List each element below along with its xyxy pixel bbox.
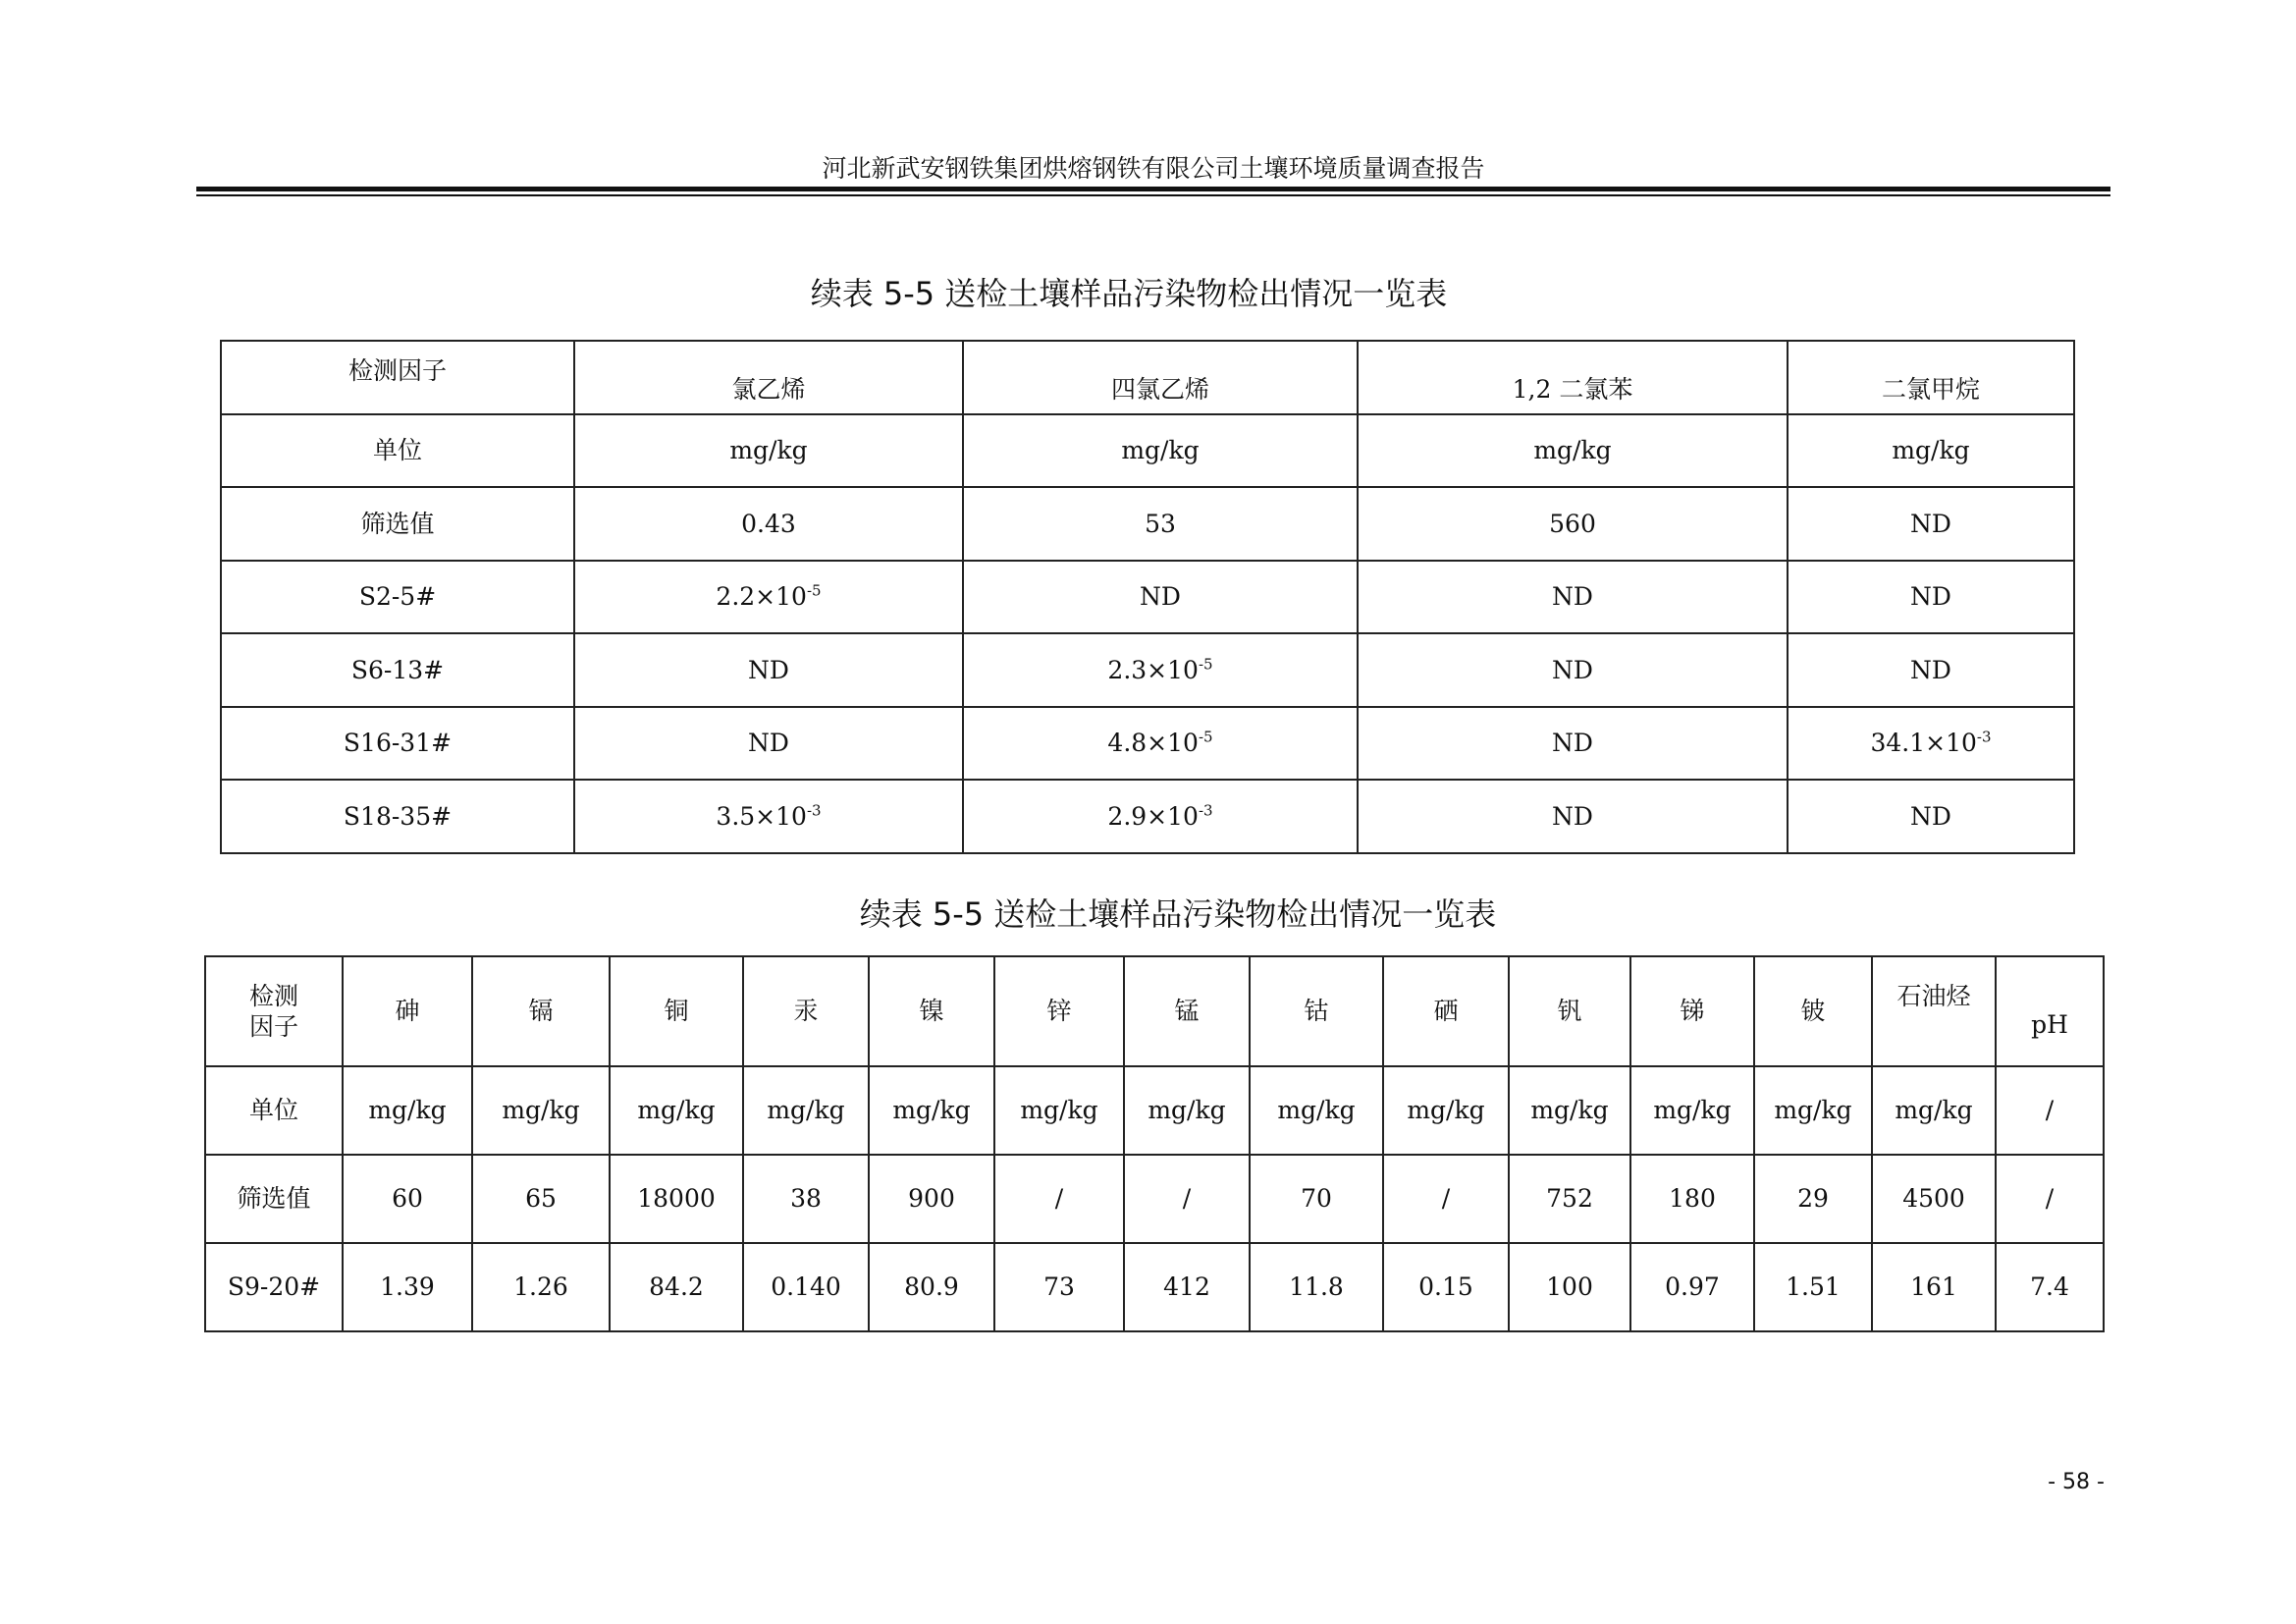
row-label: S2-5# — [221, 561, 574, 634]
table-cell: 7.4 — [1996, 1243, 2104, 1331]
table1-col-header: 1,2 二氯苯 — [1358, 341, 1788, 414]
table2-col-header: 石油烃 — [1872, 956, 1996, 1066]
table1-header-label: 检测因子 — [221, 341, 574, 414]
table-cell: 1.51 — [1754, 1243, 1872, 1331]
table-cell — [574, 780, 963, 853]
table-cell: / — [994, 1155, 1124, 1243]
table2-col-header: 硒 — [1383, 956, 1509, 1066]
header-rule-thick — [196, 187, 2110, 191]
table-cell: 0.140 — [743, 1243, 869, 1331]
table2-col-header: 砷 — [343, 956, 472, 1066]
table1-col-header: 氯乙烯 — [574, 341, 963, 414]
cell-exponent: -5 — [806, 581, 822, 600]
cell-exponent: -3 — [1198, 801, 1213, 820]
table-cell: mg/kg — [574, 414, 963, 488]
table-cell: 560 — [1358, 487, 1788, 561]
table-cell: 161 — [1872, 1243, 1996, 1331]
table-cell: ND — [1358, 633, 1788, 707]
table-cell: mg/kg — [1358, 414, 1788, 488]
table-cell: 73 — [994, 1243, 1124, 1331]
table-cell: ND — [1788, 487, 2074, 561]
table-cell: 80.9 — [869, 1243, 994, 1331]
table-cell: mg/kg — [963, 414, 1358, 488]
table-cell: ND — [1788, 633, 2074, 707]
table2-col-header: 锑 — [1630, 956, 1754, 1066]
table-cell: 0.15 — [1383, 1243, 1509, 1331]
table2-col-header: 镍 — [869, 956, 994, 1066]
table2-col-header: 铍 — [1754, 956, 1872, 1066]
table-cell: 70 — [1250, 1155, 1383, 1243]
table-cell: mg/kg — [1872, 1066, 1996, 1155]
table-cell: mg/kg — [472, 1066, 610, 1155]
table2-header-label-line1: 检测 — [248, 981, 298, 1010]
cell-exponent: -5 — [1198, 728, 1213, 746]
pollutant-table-metals — [204, 955, 2105, 1332]
table-cell: mg/kg — [743, 1066, 869, 1155]
table-cell — [963, 707, 1358, 781]
table-cell: 752 — [1509, 1155, 1630, 1243]
table-cell: mg/kg — [610, 1066, 743, 1155]
table-cell: 180 — [1630, 1155, 1754, 1243]
row-label: S16-31# — [221, 707, 574, 781]
table-cell: mg/kg — [1383, 1066, 1509, 1155]
cell-exponent: -3 — [1976, 728, 1992, 746]
table2-col-header: 铜 — [610, 956, 743, 1066]
table2-col-header: 锌 — [994, 956, 1124, 1066]
table-cell: 1.26 — [472, 1243, 610, 1331]
table-row — [221, 561, 2074, 634]
table-cell: 29 — [1754, 1155, 1872, 1243]
row-label: 筛选值 — [205, 1155, 343, 1243]
table-cell: 65 — [472, 1155, 610, 1243]
table-cell: 18000 — [610, 1155, 743, 1243]
table-row — [221, 414, 2074, 488]
table1-caption: 续表 5-5 送检土壤样品污染物检出情况一览表 — [810, 275, 1448, 312]
table-row — [205, 1243, 2104, 1331]
table2-col-header: 锰 — [1124, 956, 1250, 1066]
table-cell: ND — [1358, 561, 1788, 634]
table-cell: 4500 — [1872, 1155, 1996, 1243]
page-number: - 58 - — [2048, 1470, 2105, 1494]
table2-col-header: 汞 — [743, 956, 869, 1066]
table-cell: 100 — [1509, 1243, 1630, 1331]
table-cell — [963, 780, 1358, 853]
table-row — [221, 707, 2074, 781]
row-label: S9-20# — [205, 1243, 343, 1331]
table1-col-header: 四氯乙烯 — [963, 341, 1358, 414]
table-cell: 412 — [1124, 1243, 1250, 1331]
table2-col-header: 钴 — [1250, 956, 1383, 1066]
table-cell — [1788, 707, 2074, 781]
cell-mantissa: 3.5×10 — [716, 801, 807, 831]
table-cell: 11.8 — [1250, 1243, 1383, 1331]
table-cell: ND — [1358, 780, 1788, 853]
cell-mantissa: 2.2×10 — [716, 582, 807, 612]
table2-col-header: pH — [1996, 956, 2104, 1066]
table2-header-row — [205, 956, 2104, 1066]
table-cell: 900 — [869, 1155, 994, 1243]
table-cell: mg/kg — [1630, 1066, 1754, 1155]
table-cell: / — [1383, 1155, 1509, 1243]
pollutant-table-voc — [220, 340, 2075, 854]
table-cell: mg/kg — [1788, 414, 2074, 488]
table-cell: ND — [963, 561, 1358, 634]
table-cell: / — [1124, 1155, 1250, 1243]
table-cell: 84.2 — [610, 1243, 743, 1331]
table-cell: mg/kg — [343, 1066, 472, 1155]
table-cell: 53 — [963, 487, 1358, 561]
table-cell: mg/kg — [869, 1066, 994, 1155]
cell-mantissa: 2.3×10 — [1107, 655, 1199, 684]
table-cell: ND — [574, 633, 963, 707]
cell-mantissa: 4.8×10 — [1107, 729, 1199, 758]
cell-mantissa: 2.9×10 — [1107, 801, 1199, 831]
table-row — [221, 780, 2074, 853]
table-cell — [574, 561, 963, 634]
table-cell: ND — [1358, 707, 1788, 781]
cell-exponent: -5 — [1198, 655, 1213, 674]
table2-header-label-line2: 因子 — [248, 1012, 298, 1041]
table-cell: mg/kg — [1124, 1066, 1250, 1155]
table-cell: 0.97 — [1630, 1243, 1754, 1331]
table-cell: mg/kg — [1754, 1066, 1872, 1155]
table2-col-header: 镉 — [472, 956, 610, 1066]
cell-exponent: -3 — [806, 801, 822, 820]
table-cell: 1.39 — [343, 1243, 472, 1331]
header-rule-thin — [196, 194, 2110, 196]
table-cell: ND — [1788, 780, 2074, 853]
row-label: S6-13# — [221, 633, 574, 707]
table2-col-header: 钒 — [1509, 956, 1630, 1066]
table-cell: mg/kg — [1509, 1066, 1630, 1155]
table-cell: 60 — [343, 1155, 472, 1243]
table-row — [205, 1155, 2104, 1243]
table-cell: ND — [1788, 561, 2074, 634]
table-cell: 38 — [743, 1155, 869, 1243]
table-cell: mg/kg — [994, 1066, 1124, 1155]
table2-caption: 续表 5-5 送检土壤样品污染物检出情况一览表 — [859, 895, 1497, 933]
table1-header-row — [221, 341, 2074, 414]
table-cell: / — [1996, 1155, 2104, 1243]
table-cell — [963, 633, 1358, 707]
table-cell: 0.43 — [574, 487, 963, 561]
table-cell: ND — [574, 707, 963, 781]
row-label: 单位 — [221, 414, 574, 488]
table2-header-label — [205, 956, 343, 1066]
table-cell: mg/kg — [1250, 1066, 1383, 1155]
row-label: 单位 — [205, 1066, 343, 1155]
table-row — [221, 487, 2074, 561]
row-label: S18-35# — [221, 780, 574, 853]
row-label: 筛选值 — [221, 487, 574, 561]
table1-col-header: 二氯甲烷 — [1788, 341, 2074, 414]
table-row — [221, 633, 2074, 707]
report-header-title: 河北新武安钢铁集团烘熔钢铁有限公司土壤环境质量调查报告 — [822, 154, 1485, 183]
table-row — [205, 1066, 2104, 1155]
cell-mantissa: 34.1×10 — [1870, 729, 1977, 758]
table-cell: / — [1996, 1066, 2104, 1155]
